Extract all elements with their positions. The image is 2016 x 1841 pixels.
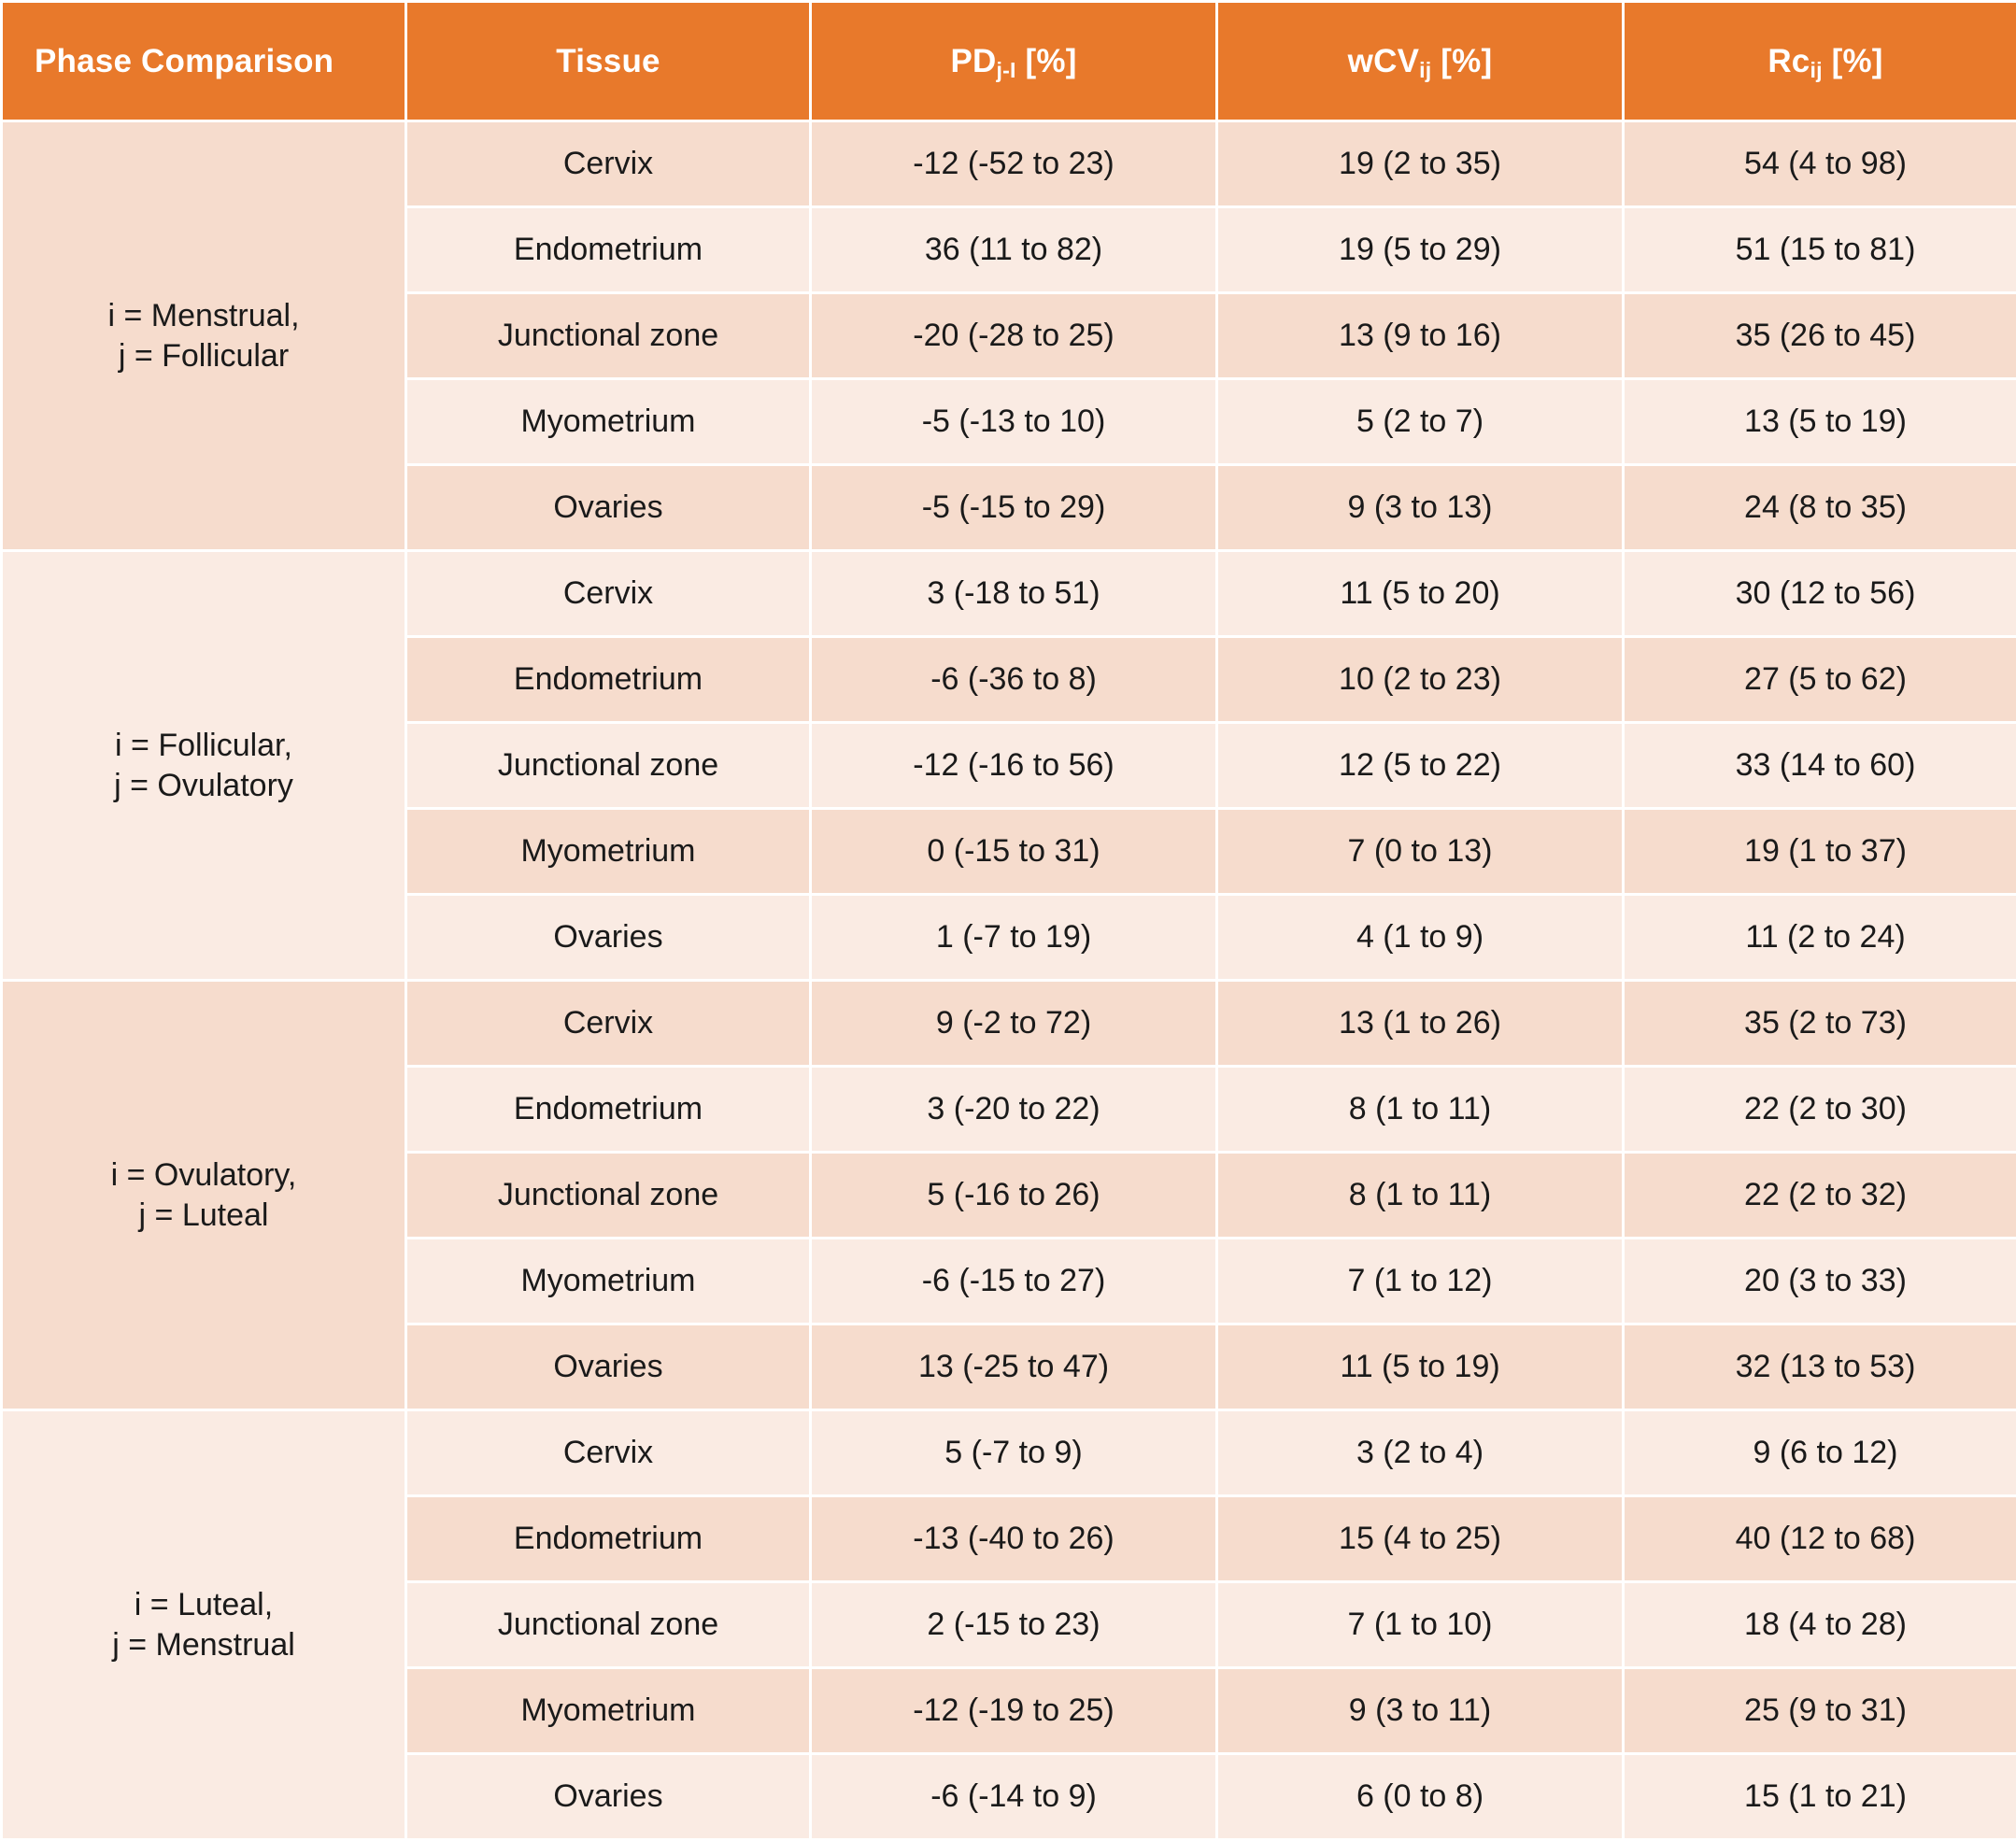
cell-wcv: 9 (3 to 11) [1218,1669,1622,1752]
cell-wcv: 7 (1 to 12) [1218,1239,1622,1323]
cell-tissue: Endometrium [407,638,809,721]
cell-pd: -12 (-52 to 23) [812,122,1215,205]
rc-label-sub: ij [1810,58,1823,83]
cell-wcv: 11 (5 to 20) [1218,552,1622,635]
cell-wcv: 8 (1 to 11) [1218,1154,1622,1237]
cell-pd: -12 (-16 to 56) [812,724,1215,807]
cell-pd: -5 (-13 to 10) [812,380,1215,463]
cell-tissue: Ovaries [407,1325,809,1409]
cell-rc: 35 (2 to 73) [1625,982,2016,1065]
cell-tissue: Endometrium [407,1068,809,1151]
cell-tissue: Junctional zone [407,1583,809,1666]
phase-group-label [3,982,405,1409]
cell-pd: -6 (-15 to 27) [812,1239,1215,1323]
cell-tissue: Myometrium [407,1239,809,1323]
phase-group-line1: i = Menstrual, [107,298,300,333]
cell-tissue: Endometrium [407,208,809,291]
cell-wcv: 15 (4 to 25) [1218,1497,1622,1580]
wcv-label-sub: ij [1419,58,1432,83]
wcv-label-main: wCV [1347,42,1420,79]
cell-wcv: 7 (0 to 13) [1218,810,1622,893]
cell-tissue: Endometrium [407,1497,809,1580]
phase-group-label [3,1411,405,1838]
phase-group-line2: j = Menstrual [112,1626,295,1663]
wcv-label-tail: [%] [1431,42,1493,79]
cell-pd: 5 (-16 to 26) [812,1154,1215,1237]
phase-group-line2: j = Follicular [118,337,290,374]
cell-pd: -20 (-28 to 25) [812,294,1215,377]
phase-group-line2: j = Ovulatory [114,767,293,803]
cell-tissue: Junctional zone [407,724,809,807]
cell-rc: 40 (12 to 68) [1625,1497,2016,1580]
rc-label-tail: [%] [1822,42,1883,79]
cell-pd: 0 (-15 to 31) [812,810,1215,893]
cell-rc: 9 (6 to 12) [1625,1411,2016,1494]
table-row [3,982,2016,1065]
cell-rc: 22 (2 to 32) [1625,1154,2016,1237]
cell-tissue: Junctional zone [407,1154,809,1237]
cell-tissue: Cervix [407,982,809,1065]
cell-wcv: 19 (5 to 29) [1218,208,1622,291]
table-row [3,552,2016,635]
table-row [3,122,2016,205]
cell-pd: -5 (-15 to 29) [812,466,1215,549]
cell-tissue: Myometrium [407,1669,809,1752]
cell-wcv: 8 (1 to 11) [1218,1068,1622,1151]
cell-pd: 36 (11 to 82) [812,208,1215,291]
cell-tissue: Ovaries [407,1755,809,1838]
phase-group-line1: i = Ovulatory, [110,1157,297,1193]
cell-pd: 9 (-2 to 72) [812,982,1215,1065]
cell-rc: 25 (9 to 31) [1625,1669,2016,1752]
cell-pd: 3 (-20 to 22) [812,1068,1215,1151]
cell-rc: 30 (12 to 56) [1625,552,2016,635]
cell-tissue: Ovaries [407,896,809,979]
cell-rc: 35 (26 to 45) [1625,294,2016,377]
cell-wcv: 9 (3 to 13) [1218,466,1622,549]
table-body [3,122,2016,1838]
cell-tissue: Myometrium [407,810,809,893]
cell-rc: 19 (1 to 37) [1625,810,2016,893]
cell-rc: 51 (15 to 81) [1625,208,2016,291]
cell-pd: -13 (-40 to 26) [812,1497,1215,1580]
cell-wcv: 10 (2 to 23) [1218,638,1622,721]
table-row [3,1411,2016,1494]
column-header-pd [812,3,1215,120]
cell-tissue: Cervix [407,1411,809,1494]
header-row [3,3,2016,120]
cell-rc: 13 (5 to 19) [1625,380,2016,463]
cell-wcv: 19 (2 to 35) [1218,122,1622,205]
cell-rc: 54 (4 to 98) [1625,122,2016,205]
cell-rc: 11 (2 to 24) [1625,896,2016,979]
cell-wcv: 4 (1 to 9) [1218,896,1622,979]
cell-wcv: 6 (0 to 8) [1218,1755,1622,1838]
column-header-rc [1625,3,2016,120]
cell-wcv: 11 (5 to 19) [1218,1325,1622,1409]
cell-wcv: 7 (1 to 10) [1218,1583,1622,1666]
column-header-phase-comparison: Phase Comparison [3,3,405,120]
phase-group-line2: j = Luteal [138,1197,269,1233]
pd-label-main: PD [950,42,997,79]
cell-pd: -6 (-36 to 8) [812,638,1215,721]
cell-rc: 27 (5 to 62) [1625,638,2016,721]
phase-group-line1: i = Luteal, [134,1587,274,1622]
cell-pd: 1 (-7 to 19) [812,896,1215,979]
cell-wcv: 13 (1 to 26) [1218,982,1622,1065]
cell-rc: 33 (14 to 60) [1625,724,2016,807]
cell-rc: 15 (1 to 21) [1625,1755,2016,1838]
phase-group-label [3,122,405,549]
cell-tissue: Junctional zone [407,294,809,377]
phase-group-label [3,552,405,979]
pd-label-tail: [%] [1015,42,1077,79]
cell-wcv: 13 (9 to 16) [1218,294,1622,377]
cell-wcv: 12 (5 to 22) [1218,724,1622,807]
cell-pd: -6 (-14 to 9) [812,1755,1215,1838]
column-header-tissue: Tissue [407,3,809,120]
cell-pd: 2 (-15 to 23) [812,1583,1215,1666]
cell-wcv: 3 (2 to 4) [1218,1411,1622,1494]
cell-tissue: Cervix [407,122,809,205]
phase-group-line1: i = Follicular, [115,728,292,763]
cell-pd: -12 (-19 to 25) [812,1669,1215,1752]
rc-label-main: Rc [1768,42,1810,79]
cell-rc: 18 (4 to 28) [1625,1583,2016,1666]
cell-tissue: Ovaries [407,466,809,549]
table-header [3,3,2016,120]
cell-rc: 20 (3 to 33) [1625,1239,2016,1323]
cell-tissue: Myometrium [407,380,809,463]
cell-rc: 32 (13 to 53) [1625,1325,2016,1409]
cell-tissue: Cervix [407,552,809,635]
cell-wcv: 5 (2 to 7) [1218,380,1622,463]
cell-pd: 13 (-25 to 47) [812,1325,1215,1409]
cell-pd: 5 (-7 to 9) [812,1411,1215,1494]
cell-pd: 3 (-18 to 51) [812,552,1215,635]
cell-rc: 22 (2 to 30) [1625,1068,2016,1151]
cell-rc: 24 (8 to 35) [1625,466,2016,549]
column-header-wcv [1218,3,1622,120]
pd-label-sub: j-I [996,58,1016,83]
